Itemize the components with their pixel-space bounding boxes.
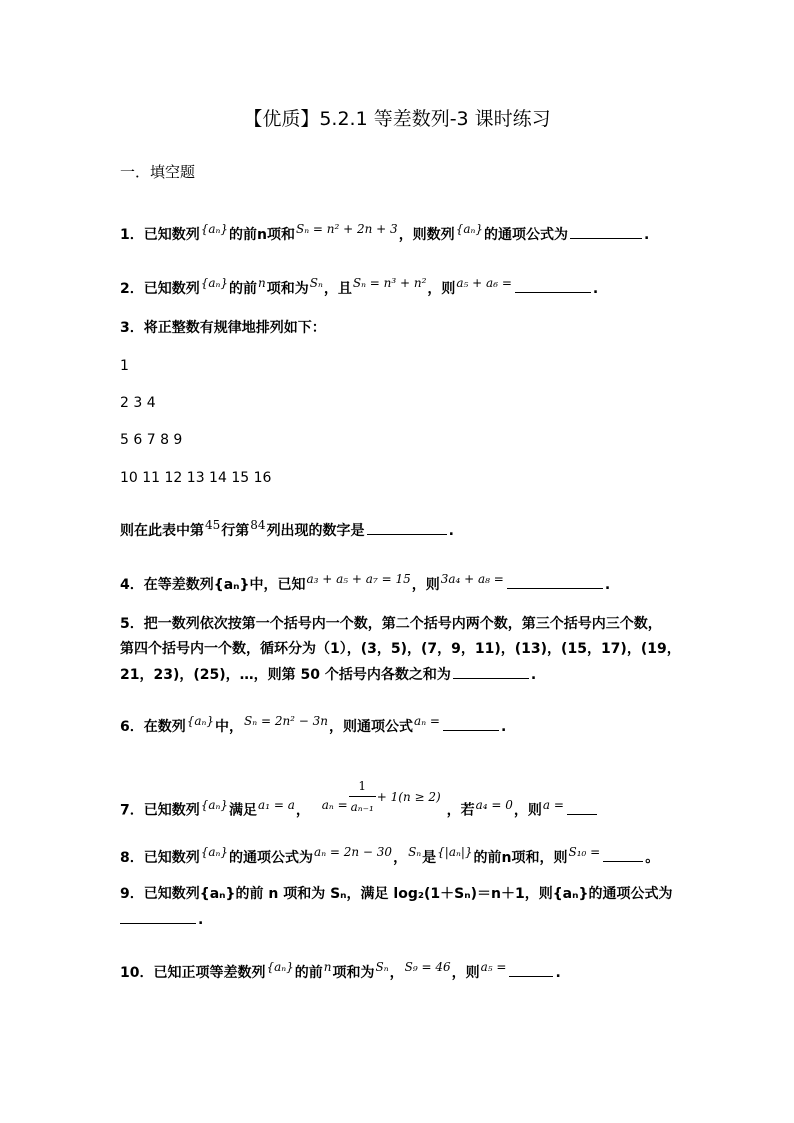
question-3: 3．将正整数有规律地排列如下： [120, 320, 326, 336]
question-5-line-1: 5．把一数列依次按第一个括号内一个数，第二个括号内两个数，第三个括号内三个数， [120, 616, 662, 632]
math-seq: {aₙ} [200, 222, 229, 236]
math-expr: Sₙ = n² + 2n + 3 [296, 222, 398, 236]
answer-blank[interactable] [120, 909, 196, 924]
answer-blank[interactable] [567, 800, 597, 815]
answer-blank[interactable] [507, 574, 603, 589]
question-1: 1．已知数列{aₙ}的前n项和Sₙ = n² + 2n + 3，则数列{aₙ}的通项公式为 . [120, 222, 650, 243]
number-row-4: 10 11 12 13 14 15 16 [120, 470, 272, 486]
answer-blank[interactable] [515, 278, 591, 293]
number-row-1: 1 [120, 358, 129, 374]
question-6: 6．在数列{aₙ}中，Sₙ = 2n² − 3n，则通项公式aₙ = . [120, 714, 507, 735]
question-4: 4．在等差数列{aₙ}中，已知a₃ + a₅ + a₇ = 15，则3a₄ + a₈ = . [120, 572, 611, 593]
question-9-answer: . [120, 909, 690, 930]
question-8: 8．已知数列{aₙ}的通项公式为aₙ = 2n − 30，Sₙ是{|aₙ|}的前n项和，则S₁₀ = 。 [120, 845, 660, 866]
answer-blank[interactable] [570, 224, 642, 239]
question-5-line-2: 第四个括号内一个数，循环分为（1），(3，5)，(7，9，11)，(13)，(15，17)，(19， [120, 641, 681, 657]
answer-blank[interactable] [453, 664, 529, 679]
question-5-line-3: 21，23)，(25)，…，则第 50 个括号内各数之和为 . [120, 664, 690, 685]
section-heading: 一．填空题 [120, 163, 196, 181]
page-title: 【优质】5.2.1 等差数列-3 课时练习 [243, 108, 551, 130]
question-2: 2．已知数列{aₙ}的前n项和为Sₙ，且Sₙ = n³ + n²，则a₅ + a₆ = . [120, 276, 599, 297]
number-row-2: 2 3 4 [120, 395, 156, 411]
question-9: 9．已知数列{aₙ}的前 n 项和为 Sₙ，满足 log₂(1＋Sₙ)＝n＋1，则{aₙ}的通项公式为 [120, 886, 673, 902]
question-3-ask: 则在此表中第45行第84列出现的数字是 . [120, 518, 454, 539]
fraction: $\frac{1}{\text{aₙ₋₁}}$ [349, 776, 376, 817]
answer-blank[interactable] [603, 847, 643, 862]
number-row-3: 5 6 7 8 9 [120, 432, 183, 448]
answer-blank[interactable] [443, 716, 499, 731]
question-7: 7．已知数列{aₙ}满足a₁ = a， aₙ = $\frac{1}{\text{aₙ₋₁}}$ + 1(n ≥ 2) ，若a₄ = 0，则a = [120, 790, 690, 831]
answer-blank[interactable] [509, 962, 553, 977]
math-seq: {aₙ} [455, 222, 483, 236]
answer-blank[interactable] [367, 520, 447, 535]
question-10: 10．已知正项等差数列{aₙ}的前n项和为Sₙ，S₉ = 46，则a₅ = . [120, 960, 561, 981]
